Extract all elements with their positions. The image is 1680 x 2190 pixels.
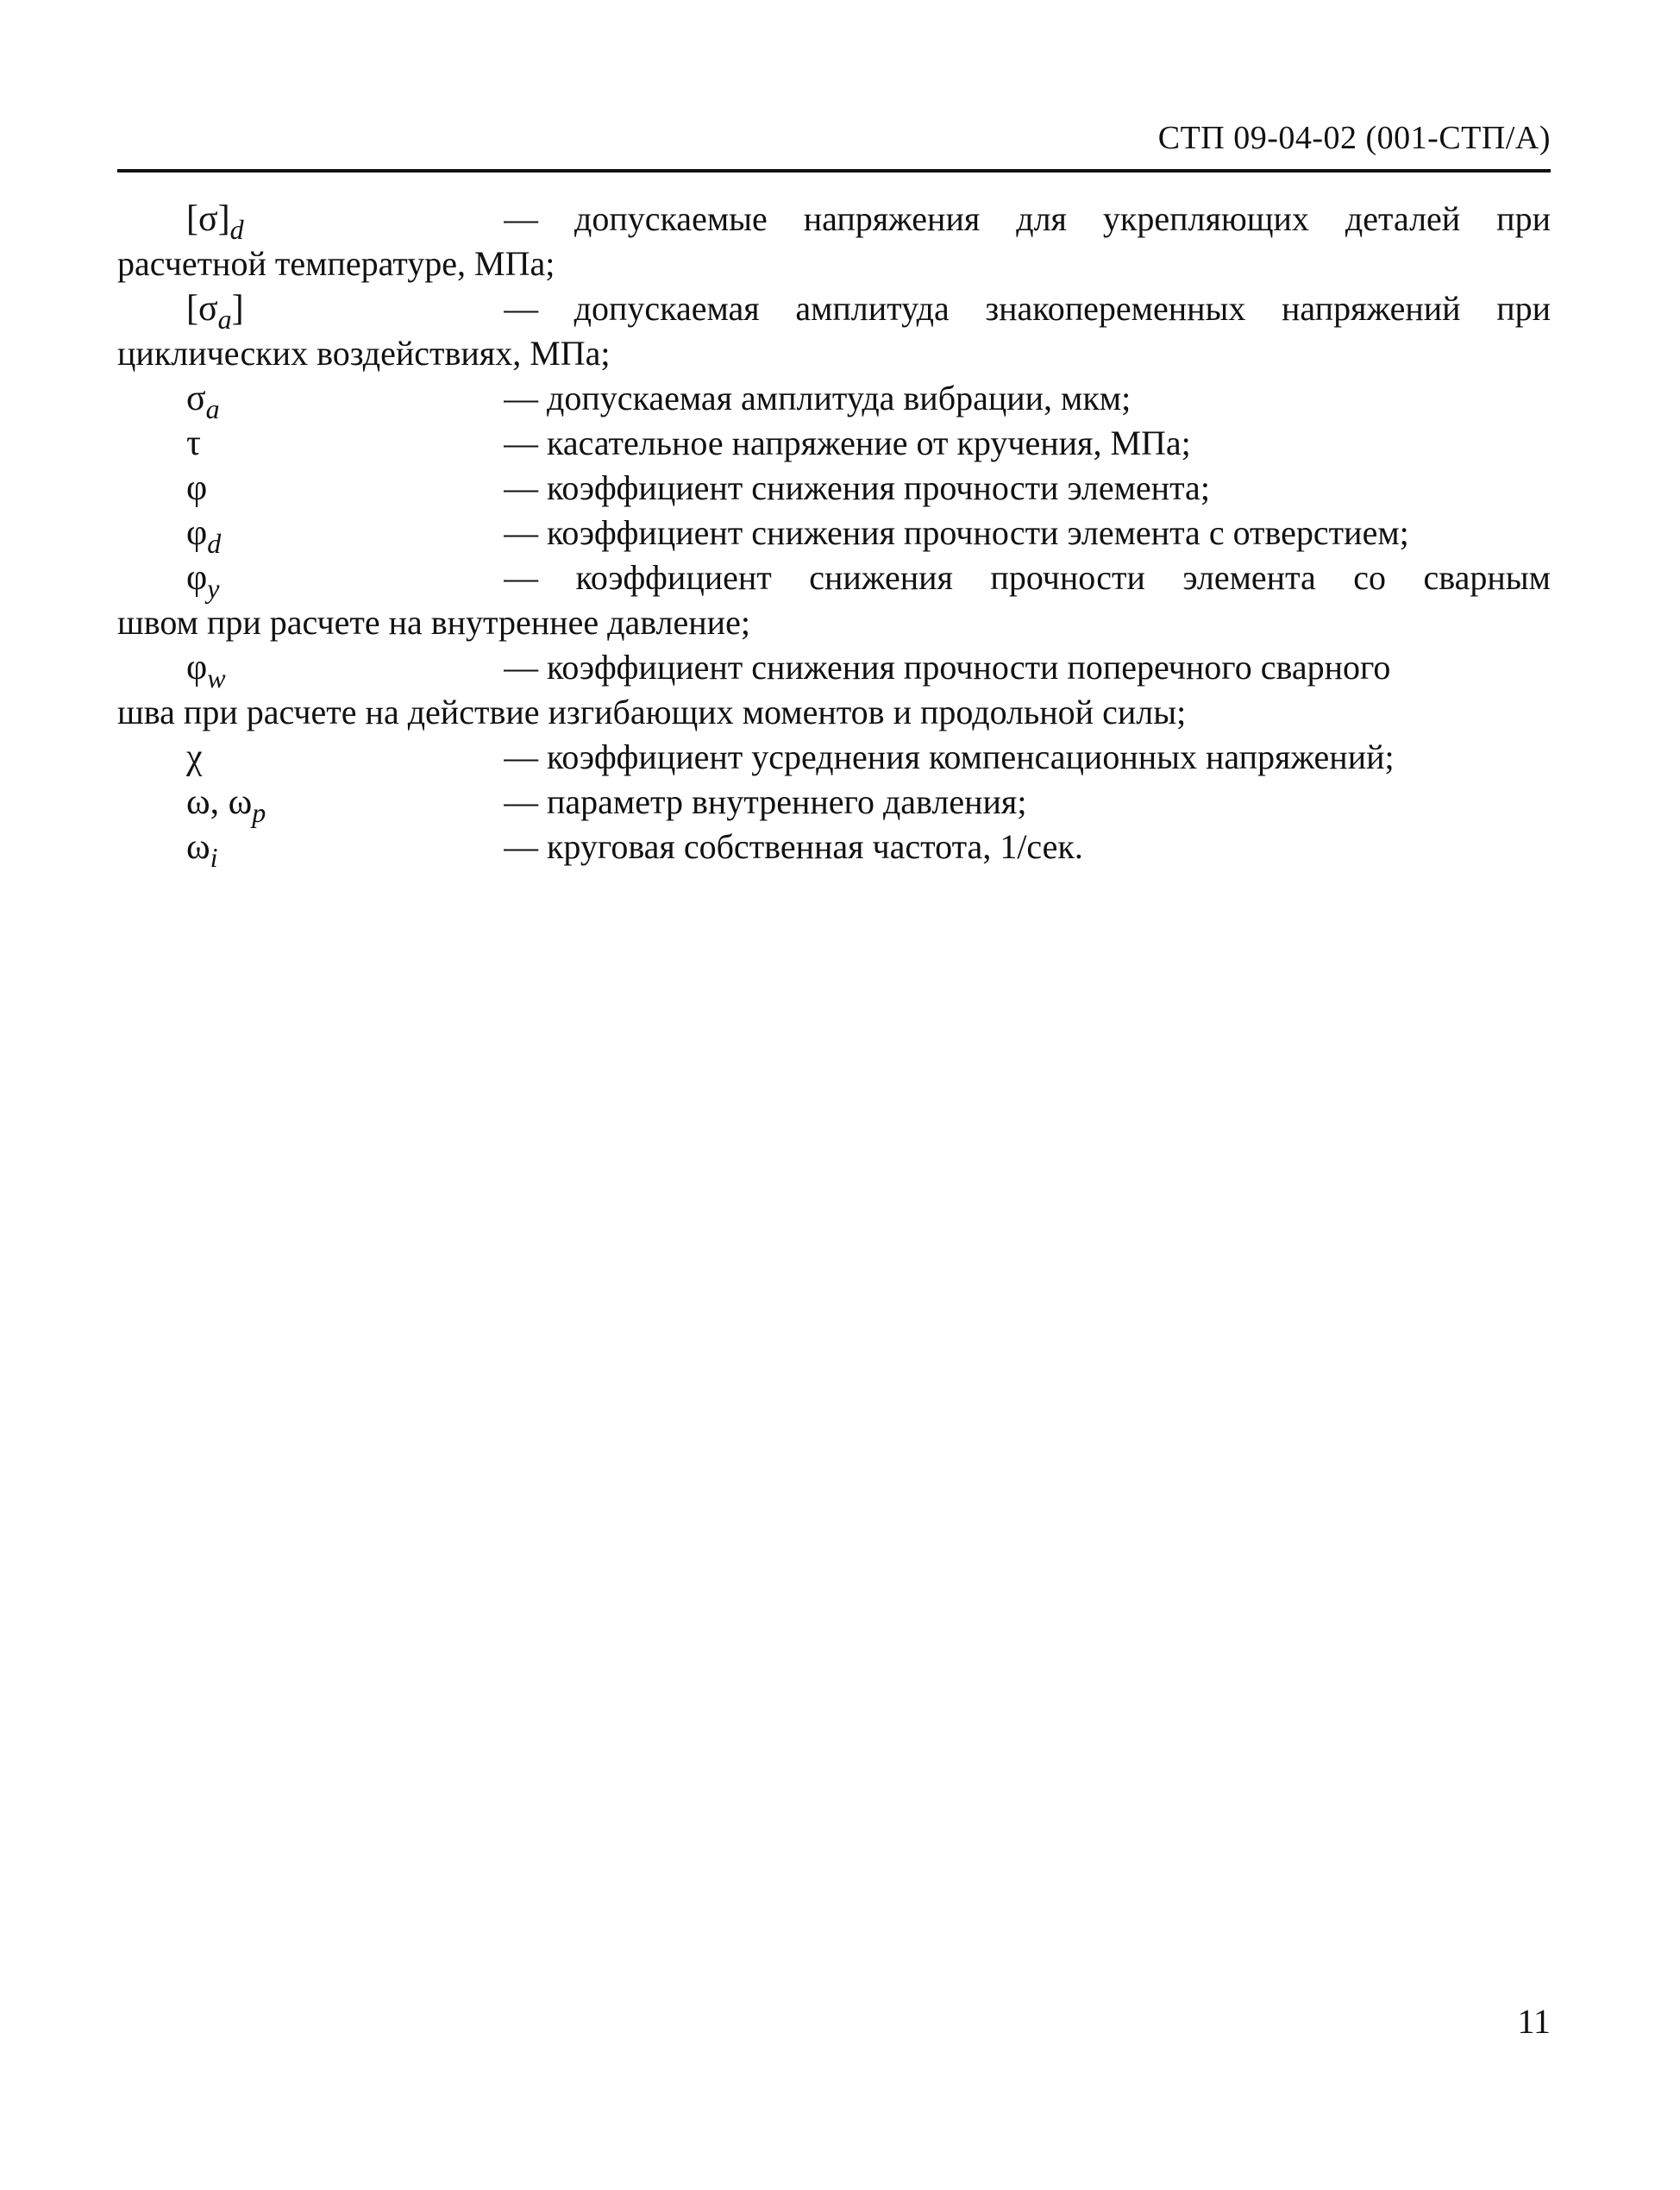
definition-text: — допускаемые напряжения для укрепляющих деталей при [504, 199, 1551, 238]
page-number: 11 [1517, 2002, 1551, 2041]
definition-text: — параметр внутреннего давления; [504, 782, 1027, 821]
symbol: $\varphi_y$ [186, 558, 220, 604]
symbol-definitions-list [117, 197, 1551, 873]
definition-text: — коэффициент снижения прочности элемента; [504, 468, 1210, 507]
definition-text: — круговая собственная частота, 1/сек. [504, 827, 1083, 866]
definition-text: — допускаемая амплитуда знакопеременных напряжений при [504, 289, 1551, 328]
definition-text: — коэффициент снижения прочности элемента со сварным [504, 558, 1551, 597]
definition-entry [117, 780, 1551, 828]
symbol: $\sigma_a$ [186, 379, 220, 424]
definition-text: — коэффициент усреднения компенсационных напряжений; [504, 737, 1395, 776]
definition-continuation: расчетной температуре, МПа; [117, 244, 555, 283]
definition-text: — допускаемая амплитуда вибрации, мкм; [504, 379, 1131, 417]
definition-entry [117, 376, 1551, 424]
document-code-header: СТП 09-04-02 (001-СТП/А) [1157, 120, 1551, 156]
definition-entry [117, 421, 1551, 466]
symbol: τ [186, 424, 201, 463]
symbol: χ [186, 737, 203, 777]
definition-entry [117, 511, 1551, 559]
symbol: ω, $\omega_p$ [186, 782, 266, 828]
definition-text: — касательное напряжение от кручения, МПа; [504, 424, 1191, 462]
symbol: $\omega_i$ [186, 827, 218, 873]
symbol: $\varphi_d$ [186, 513, 222, 559]
definition-entry [117, 286, 1551, 376]
symbol: $[\sigma]_d$ [186, 199, 244, 245]
definition-entry [117, 825, 1551, 873]
symbol: $[\sigma_a]$ [186, 289, 244, 335]
definition-entry [117, 197, 1551, 286]
definition-entry [117, 735, 1551, 780]
definition-text: — коэффициент снижения прочности элемента с отверстием; [504, 513, 1409, 552]
symbol: $\varphi_w$ [186, 648, 226, 693]
definition-entry [117, 645, 1551, 735]
definition-continuation: швом при расчете на внутреннее давление; [117, 603, 750, 642]
definition-text: — коэффициент снижения прочности поперечного сварного [504, 648, 1391, 687]
symbol: φ [186, 468, 208, 508]
definition-continuation: циклических воздействиях, МПа; [117, 334, 611, 373]
definition-entry [117, 555, 1551, 645]
definition-continuation: шва при расчете на действие изгибающих моментов и продольной силы; [117, 693, 1187, 731]
definition-entry [117, 466, 1551, 511]
header-rule [117, 169, 1551, 173]
